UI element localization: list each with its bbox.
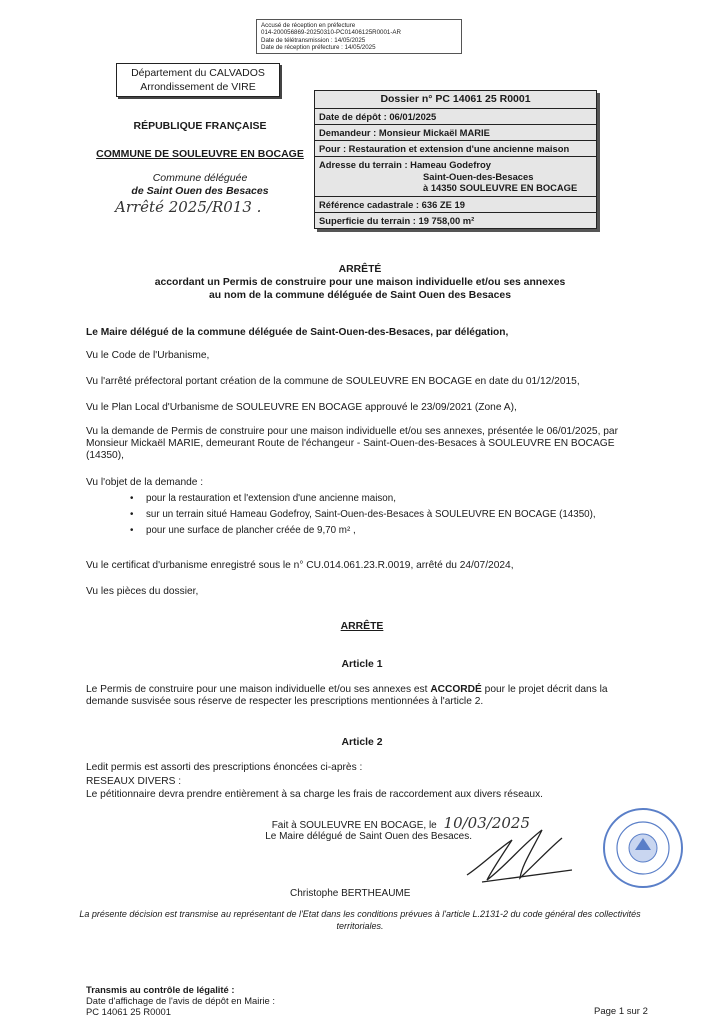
article-1-heading: Article 1 [341,659,383,670]
department-box [116,63,280,97]
article-1-text-end: pour le projet décrit dans la demande susvisée sous réserve de respecter les prescriptions mentionnées à l'article 2. [86,684,608,707]
place-text: Fait à SOULEUVRE EN BOCAGE, le [271,820,437,831]
vu-line: Vu le certificat d'urbanisme enregistré sous le n° CU.014.061.23.R.0019, arrêté du 24/07/2024, [86,560,514,571]
applicant: Demandeur : Monsieur Mickaël MARIE [315,125,596,141]
delegated-commune-label: Commune déléguée [152,172,248,184]
arrete-heading: ARRÊTE [340,621,384,632]
address-line: Saint-Ouen-des-Besaces [423,170,534,182]
article-1-text [86,684,642,708]
legality-block [86,985,275,1017]
dossier-reference: PC 14061 25 R0001 [86,1005,171,1017]
vu-line: Vu l'arrêté préfectoral portant création de la commune de SOULEUVRE EN BOCAGE en date du 01/12/2015, [86,376,580,387]
legal-notice: La présente décision est transmise au représentant de l'Etat dans les conditions prévues à l'article L.2131-2 du code général des collectivités territoriales. [79,909,641,931]
stamp-emblem-icon [605,810,681,886]
list-item: • pour une surface de plancher créée de 9,70 m² , [130,525,650,537]
decree-subtitle: accordant un Permis de construire pour une maison individuelle et/ou ses annexes [154,277,566,288]
dossier-number: Dossier n° PC 14061 25 R0001 [315,91,596,109]
article-2-line: RESEAUX DIVERS : [86,776,182,787]
deposit-date: Date de dépôt : 06/01/2025 [315,109,596,125]
commune-heading: COMMUNE DE SOULEUVRE EN BOCAGE [96,148,304,160]
signatory-role: Le Maire délégué de Saint Ouen des Besaces. [265,831,472,842]
receipt-box [256,19,462,54]
list-item: • pour la restauration et l'extension d'une ancienne maison, [130,493,650,505]
vu-line: Vu les pièces du dossier, [86,586,199,597]
department-name: Département du CALVADOS [131,67,265,79]
receipt-line: 014-200056869-20250310-PC01406125R0001-AR [261,29,402,37]
vu-line: Vu le Plan Local d'Urbanisme de SOULEUVRE EN BOCAGE approuvé le 23/09/2021 (Zone A), [86,402,517,413]
signatory-name: Christophe BERTHEAUME [290,888,411,899]
commune-stamp [603,808,683,888]
accorde-word: ACCORDÉ [430,684,482,695]
handwritten-decree-number: Arrêté 2025/R013 . [115,198,262,216]
vu-line: Vu l'objet de la demande : [86,477,204,488]
article-1-text-start: Le Permis de construire pour une maison individuelle et/ou ses annexes est [86,684,431,695]
terrain-surface: Superficie du terrain : 19 758,00 m² [315,213,596,228]
arrondissement-name: Arrondissement de VIRE [140,81,256,93]
list-item: • sur un terrain situé Hameau Godefroy, Saint-Ouen-des-Besaces à SOULEUVRE EN BOCAGE (14350), [130,509,650,521]
republic-heading: RÉPUBLIQUE FRANÇAISE [133,120,267,132]
article-2-heading: Article 2 [341,737,383,748]
receipt-line: Accusé de réception en préfecture [261,22,356,29]
article-2-line: Ledit permis est assorti des prescriptions énoncées ci-après : [86,762,363,773]
vu-line: Vu le Code de l'Urbanisme, [86,350,210,361]
purpose: Pour : Restauration et extension d'une ancienne maison [315,141,596,157]
article-2-line: Le pétitionnaire devra prendre entièrement à sa charge les frais de raccordement aux divers réseaux. [86,789,543,800]
transmis-label: Transmis au contrôle de légalité : [86,984,235,995]
vu-line: Vu la demande de Permis de construire pour une maison individuelle et/ou ses annexes, présentée le 06/01/2025, par Monsieur Mickaël MARIE, demeurant Route de l'échangeur - Saint-Ouen-des-Besaces à SOULEUVRE EN BOCAGE (14350), [86,426,618,461]
cadastral-reference: Référence cadastrale : 636 ZE 19 [315,197,596,213]
request-items [130,493,650,540]
address-line: à 14350 SOULEUVRE EN BOCAGE [423,182,578,193]
signature-scribble [462,820,582,890]
mayor-line: Le Maire délégué de la commune déléguée de Saint-Ouen-des-Besaces, par délégation, [86,327,509,338]
receipt-line: Date de télétransmission : 14/05/2025 [261,36,366,44]
decree-title: ARRÊTÉ [338,264,382,275]
receipt-line: Date de réception préfecture : 14/05/2025 [261,44,376,52]
handwritten-date: 10/03/2025 [443,814,530,832]
address-line: Adresse du terrain : Hameau Godefroy [319,159,491,170]
dossier-table [314,90,597,229]
delegated-commune-name: de Saint Ouen des Besaces [131,185,269,197]
page-number: Page 1 sur 2 [594,1006,648,1017]
terrain-address [315,157,596,197]
decree-subtitle: au nom de la commune déléguée de Saint Ouen des Besaces [208,290,511,301]
affichage-label: Date d'affichage de l'avis de dépôt en Mairie : [86,994,275,1006]
